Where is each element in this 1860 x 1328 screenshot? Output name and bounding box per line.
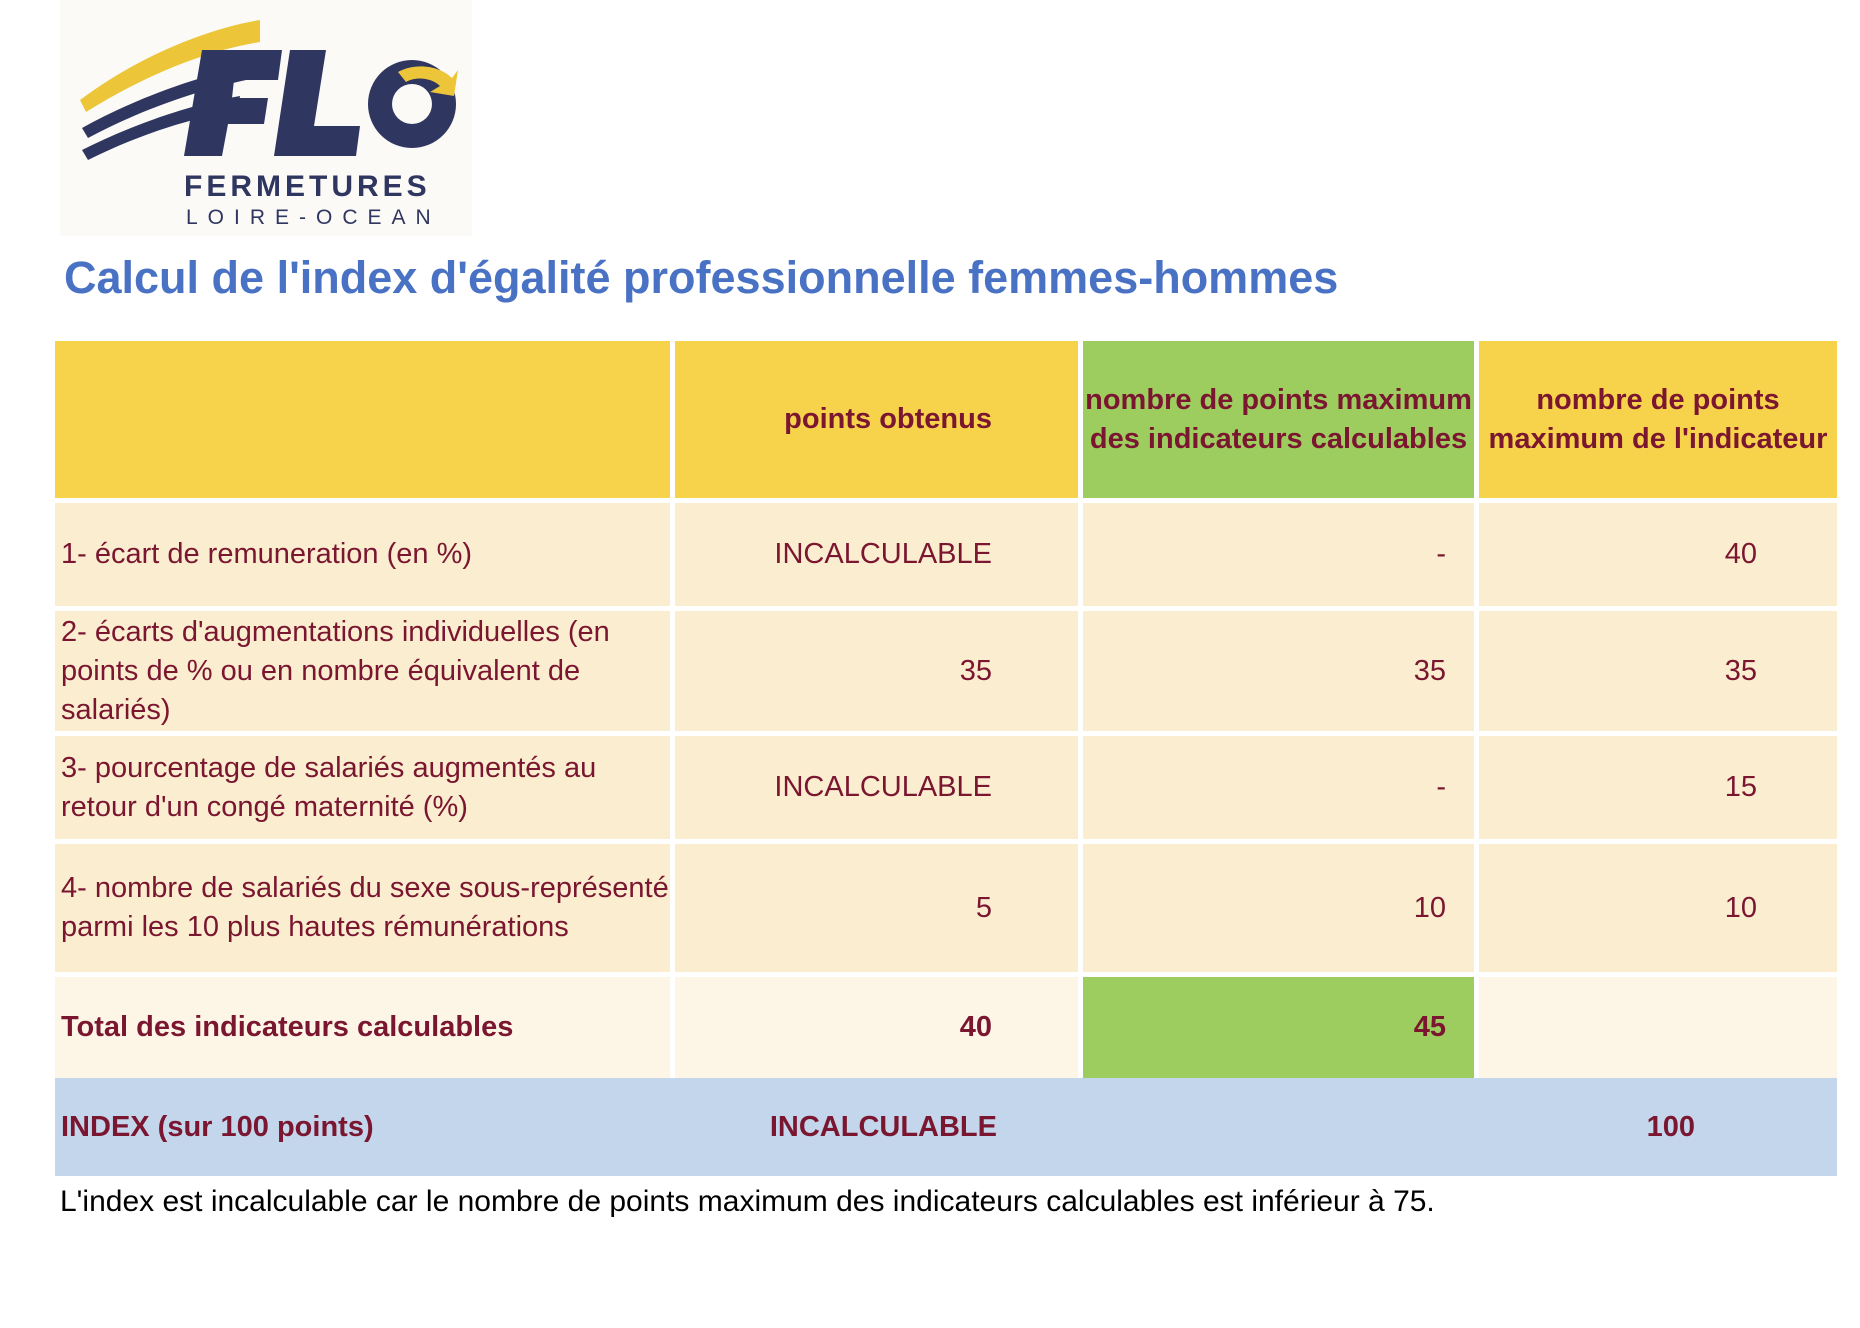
row-max-calc: -	[1083, 736, 1479, 844]
row-max-calc: 10	[1083, 844, 1479, 977]
index-points: INCALCULABLE	[769, 1110, 997, 1143]
page-title: Calcul de l'index d'égalité professionnelle femmes-hommes	[64, 252, 1339, 303]
total-max-ind	[1479, 977, 1837, 1078]
row-points: INCALCULABLE	[675, 736, 1083, 844]
table-row	[55, 611, 1837, 736]
header-points-obtenus: points obtenus	[675, 341, 1083, 503]
row-max-ind: 40	[1479, 503, 1837, 611]
row-max-calc: -	[1083, 503, 1479, 611]
logo-line2: LOIRE-OCEAN	[186, 206, 441, 229]
index-row	[55, 1078, 1837, 1176]
index-max-calc	[1083, 1078, 1479, 1176]
logo-graphic	[60, 0, 472, 236]
total-max-calc: 45	[1083, 977, 1479, 1078]
logo-letter-l	[274, 50, 360, 156]
logo-letter-f	[184, 50, 282, 156]
index-label: INDEX (sur 100 points)	[61, 1110, 374, 1143]
table-row	[55, 844, 1837, 977]
row-label: 4- nombre de salariés du sexe sous-représenté parmi les 10 plus hautes rémunérations	[55, 844, 675, 977]
row-points: 35	[675, 611, 1083, 736]
header-max-calculables: nombre de points maximum des indicateurs calculables	[1083, 341, 1479, 503]
row-max-ind: 10	[1479, 844, 1837, 977]
total-label: Total des indicateurs calculables	[55, 977, 675, 1078]
table-row	[55, 503, 1837, 611]
logo-line1: FERMETURES	[184, 170, 431, 203]
row-max-calc: 35	[1083, 611, 1479, 736]
row-label: 3- pourcentage de salariés augmentés au retour d'un congé maternité (%)	[55, 736, 675, 844]
total-points: 40	[675, 977, 1083, 1078]
row-max-ind: 35	[1479, 611, 1837, 736]
row-max-ind: 15	[1479, 736, 1837, 844]
index-table	[55, 341, 1837, 1176]
header-label	[55, 341, 675, 503]
total-row	[55, 977, 1837, 1078]
row-label: 1- écart de remuneration (en %)	[55, 503, 675, 611]
row-points: 5	[675, 844, 1083, 977]
table-header-row	[55, 341, 1837, 503]
row-label: 2- écarts d'augmentations individuelles (en points de % ou en nombre équivalent de salariés)	[55, 611, 675, 736]
footnote: L'index est incalculable car le nombre de points maximum des indicateurs calculables est inférieur à 75.	[60, 1185, 1435, 1218]
table-row	[55, 736, 1837, 844]
header-max-indicateur: nombre de points maximum de l'indicateur	[1479, 341, 1837, 503]
index-max-ind: 100	[1646, 1110, 1695, 1143]
company-logo	[60, 0, 472, 236]
row-points: INCALCULABLE	[675, 503, 1083, 611]
